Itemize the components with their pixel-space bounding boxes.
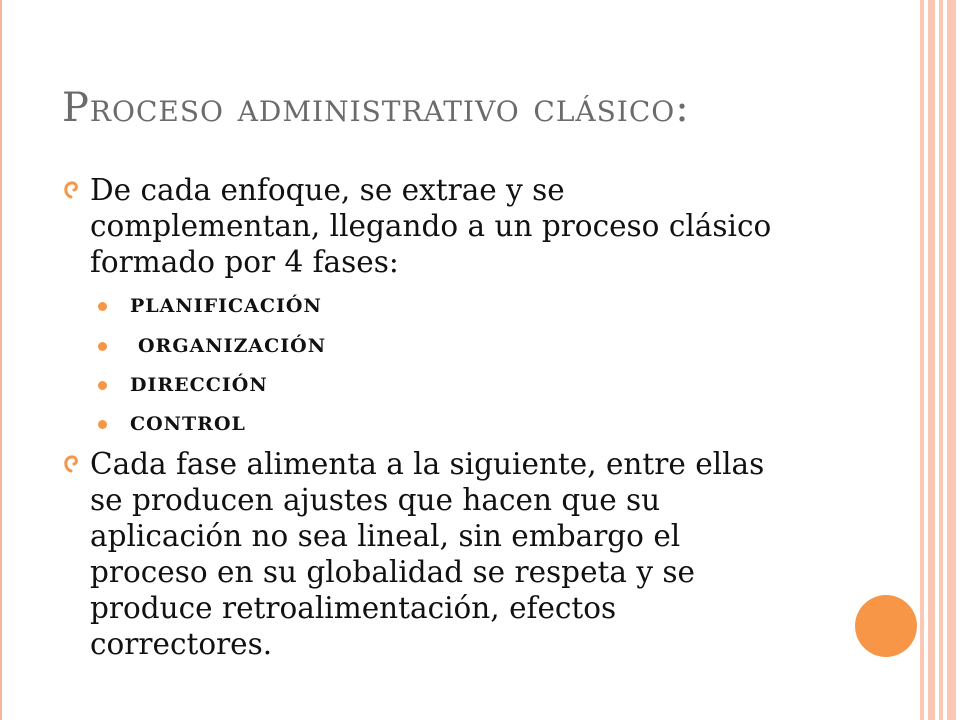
orange-circle-icon bbox=[855, 595, 917, 657]
phase-label: ORGANIZACIÓN bbox=[138, 335, 327, 357]
bullet-1-line: complementan, llegando a un proceso clásico bbox=[90, 209, 772, 243]
bullet-2-line: Cada fase alimenta a la siguiente, entre ellas bbox=[90, 447, 765, 481]
orange-hook-icon bbox=[62, 453, 80, 473]
slide-title: Proceso administrativo clásico: bbox=[62, 85, 690, 131]
bullet-2-line: proceso en su globalidad se respeta y se bbox=[90, 555, 695, 589]
bullet-1-text bbox=[90, 172, 830, 280]
bullet-2-line: produce retroalimentación, efectos bbox=[90, 591, 617, 625]
bullet-2-line: correctores. bbox=[90, 627, 273, 661]
phase-label: PLANIFICACIÓN bbox=[130, 295, 322, 317]
orange-dot-icon bbox=[98, 381, 107, 390]
bullet-2-line: se producen ajustes que hacen que su bbox=[90, 483, 661, 517]
bullet-2-line: aplicación no sea lineal, sin embargo el bbox=[90, 519, 681, 553]
right-edge-bars bbox=[920, 0, 960, 720]
orange-hook-icon bbox=[62, 179, 80, 199]
bullet-2-text bbox=[90, 446, 830, 662]
orange-dot-icon bbox=[98, 342, 107, 351]
phase-label: DIRECCIÓN bbox=[130, 374, 268, 396]
bullet-1-line: formado por 4 fases: bbox=[90, 245, 399, 279]
orange-dot-icon bbox=[98, 420, 107, 429]
phase-label: CONTROL bbox=[130, 413, 246, 435]
bullet-1-line: De cada enfoque, se extrae y se bbox=[90, 173, 565, 207]
orange-dot-icon bbox=[98, 302, 107, 311]
